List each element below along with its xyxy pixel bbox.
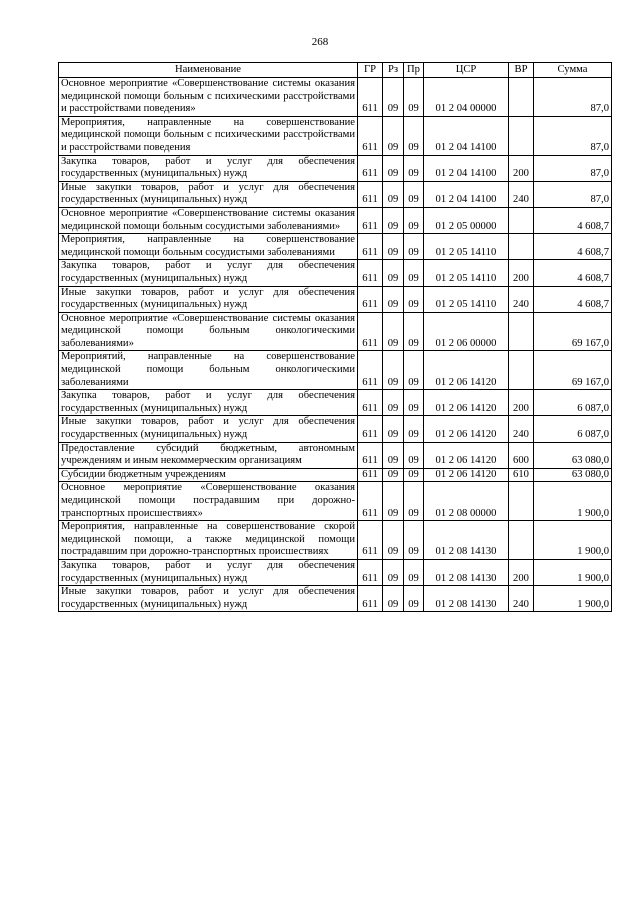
cell-csr: 01 2 08 14130 — [424, 559, 509, 585]
column-header-pr: Пр — [404, 63, 424, 78]
table-row — [59, 468, 612, 482]
cell-vr — [509, 351, 534, 390]
cell-sum: 63 080,0 — [534, 442, 612, 468]
cell-pr: 09 — [404, 482, 424, 521]
cell-csr: 01 2 05 14110 — [424, 234, 509, 260]
cell-csr: 01 2 05 14110 — [424, 286, 509, 312]
cell-pr: 09 — [404, 260, 424, 286]
cell-name: Иные закупки товаров, работ и услуг для обеспечения государственных (муниципальных) нужд — [59, 586, 358, 612]
cell-gr: 611 — [358, 286, 383, 312]
table-body — [59, 78, 612, 612]
cell-sum: 4 608,7 — [534, 260, 612, 286]
table-row — [59, 234, 612, 260]
cell-csr: 01 2 08 00000 — [424, 482, 509, 521]
table-row — [59, 260, 612, 286]
cell-rz: 09 — [383, 521, 404, 560]
cell-name: Предоставление субсидий бюджетным, автономным учреждениям и иным некоммерческим организациям — [59, 442, 358, 468]
cell-vr: 240 — [509, 181, 534, 207]
table-row — [59, 181, 612, 207]
cell-sum: 6 087,0 — [534, 416, 612, 442]
column-header-vr: ВР — [509, 63, 534, 78]
cell-name: Иные закупки товаров, работ и услуг для обеспечения государственных (муниципальных) нужд — [59, 286, 358, 312]
cell-vr — [509, 521, 534, 560]
cell-pr: 09 — [404, 286, 424, 312]
column-header-name: Наименование — [59, 63, 358, 78]
cell-gr: 611 — [358, 390, 383, 416]
table-row — [59, 116, 612, 155]
cell-sum: 1 900,0 — [534, 521, 612, 560]
cell-gr: 611 — [358, 260, 383, 286]
cell-csr: 01 2 04 14100 — [424, 181, 509, 207]
budget-table — [58, 62, 612, 612]
cell-csr: 01 2 06 14120 — [424, 390, 509, 416]
cell-pr: 09 — [404, 78, 424, 117]
cell-vr — [509, 116, 534, 155]
cell-pr: 09 — [404, 521, 424, 560]
cell-rz: 09 — [383, 416, 404, 442]
table-row — [59, 312, 612, 351]
cell-rz: 09 — [383, 482, 404, 521]
cell-name: Иные закупки товаров, работ и услуг для обеспечения государственных (муниципальных) нужд — [59, 416, 358, 442]
cell-csr: 01 2 05 14110 — [424, 260, 509, 286]
cell-name: Мероприятия, направленные на совершенствование медицинской помощи больным с психическими расстройствами и расстройствами поведения — [59, 116, 358, 155]
cell-gr: 611 — [358, 155, 383, 181]
cell-rz: 09 — [383, 234, 404, 260]
cell-gr: 611 — [358, 207, 383, 233]
cell-csr: 01 2 06 14120 — [424, 442, 509, 468]
cell-name: Основное мероприятие «Совершенствование системы оказания медицинской помощи больным онкологическими заболеваниями» — [59, 312, 358, 351]
cell-csr: 01 2 06 14120 — [424, 351, 509, 390]
cell-pr: 09 — [404, 351, 424, 390]
cell-pr: 09 — [404, 234, 424, 260]
cell-name: Закупка товаров, работ и услуг для обеспечения государственных (муниципальных) нужд — [59, 260, 358, 286]
cell-gr: 611 — [358, 468, 383, 482]
cell-gr: 611 — [358, 116, 383, 155]
cell-name: Основное мероприятие «Совершенствование системы оказания медицинской помощи больным с психическими расстройствами и расстройствами поведения» — [59, 78, 358, 117]
cell-rz: 09 — [383, 312, 404, 351]
cell-rz: 09 — [383, 468, 404, 482]
cell-gr: 611 — [358, 234, 383, 260]
cell-sum: 1 900,0 — [534, 559, 612, 585]
cell-name: Субсидии бюджетным учреждениям — [59, 468, 358, 482]
cell-vr: 200 — [509, 559, 534, 585]
cell-rz: 09 — [383, 559, 404, 585]
table-row — [59, 207, 612, 233]
cell-csr: 01 2 04 00000 — [424, 78, 509, 117]
page-number: 268 — [311, 36, 329, 48]
cell-sum: 87,0 — [534, 116, 612, 155]
cell-sum: 4 608,7 — [534, 207, 612, 233]
cell-pr: 09 — [404, 181, 424, 207]
cell-vr: 240 — [509, 586, 534, 612]
table-row — [59, 286, 612, 312]
table-row — [59, 559, 612, 585]
cell-rz: 09 — [383, 207, 404, 233]
cell-name: Закупка товаров, работ и услуг для обеспечения государственных (муниципальных) нужд — [59, 155, 358, 181]
cell-rz: 09 — [383, 286, 404, 312]
cell-name: Мероприятия, направленные на совершенствование медицинской помощи больным сосудистыми заболеваниями — [59, 234, 358, 260]
table-row — [59, 155, 612, 181]
cell-pr: 09 — [404, 155, 424, 181]
cell-sum: 87,0 — [534, 78, 612, 117]
cell-vr: 240 — [509, 286, 534, 312]
table-row — [59, 78, 612, 117]
cell-gr: 611 — [358, 416, 383, 442]
cell-sum: 4 608,7 — [534, 286, 612, 312]
table-row — [59, 416, 612, 442]
cell-name: Основное мероприятие «Совершенствование оказания медицинской помощи пострадавшим при дорожно-транспортных происшествиях» — [59, 482, 358, 521]
cell-sum: 69 167,0 — [534, 312, 612, 351]
table-row — [59, 521, 612, 560]
cell-vr: 610 — [509, 468, 534, 482]
cell-name: Мероприятия, направленные на совершенствование скорой медицинской помощи, а также медицинской помощи пострадавшим при дорожно-транспортных происшествиях — [59, 521, 358, 560]
cell-sum: 63 080,0 — [534, 468, 612, 482]
cell-vr — [509, 207, 534, 233]
cell-rz: 09 — [383, 351, 404, 390]
cell-gr: 611 — [358, 442, 383, 468]
cell-gr: 611 — [358, 78, 383, 117]
cell-vr: 600 — [509, 442, 534, 468]
cell-name: Закупка товаров, работ и услуг для обеспечения государственных (муниципальных) нужд — [59, 390, 358, 416]
cell-vr: 200 — [509, 155, 534, 181]
column-header-rz: Рз — [383, 63, 404, 78]
cell-name: Основное мероприятие «Совершенствование системы оказания медицинской помощи больным сосудистыми заболеваниями» — [59, 207, 358, 233]
cell-csr: 01 2 05 00000 — [424, 207, 509, 233]
cell-csr: 01 2 08 14130 — [424, 586, 509, 612]
cell-pr: 09 — [404, 390, 424, 416]
cell-pr: 09 — [404, 586, 424, 612]
cell-rz: 09 — [383, 442, 404, 468]
column-header-gr: ГР — [358, 63, 383, 78]
cell-rz: 09 — [383, 260, 404, 286]
table-row — [59, 586, 612, 612]
cell-sum: 87,0 — [534, 181, 612, 207]
cell-rz: 09 — [383, 116, 404, 155]
cell-rz: 09 — [383, 155, 404, 181]
cell-name: Иные закупки товаров, работ и услуг для обеспечения государственных (муниципальных) нужд — [59, 181, 358, 207]
cell-rz: 09 — [383, 390, 404, 416]
cell-sum: 87,0 — [534, 155, 612, 181]
table-row — [59, 351, 612, 390]
cell-csr: 01 2 04 14100 — [424, 116, 509, 155]
cell-gr: 611 — [358, 482, 383, 521]
cell-rz: 09 — [383, 181, 404, 207]
cell-vr: 240 — [509, 416, 534, 442]
cell-sum: 6 087,0 — [534, 390, 612, 416]
cell-sum: 4 608,7 — [534, 234, 612, 260]
cell-csr: 01 2 06 14120 — [424, 468, 509, 482]
cell-pr: 09 — [404, 312, 424, 351]
cell-gr: 611 — [358, 521, 383, 560]
cell-sum: 69 167,0 — [534, 351, 612, 390]
cell-pr: 09 — [404, 207, 424, 233]
cell-csr: 01 2 08 14130 — [424, 521, 509, 560]
cell-gr: 611 — [358, 181, 383, 207]
cell-vr: 200 — [509, 260, 534, 286]
cell-vr — [509, 312, 534, 351]
cell-gr: 611 — [358, 586, 383, 612]
cell-rz: 09 — [383, 78, 404, 117]
table-row — [59, 482, 612, 521]
cell-pr: 09 — [404, 442, 424, 468]
cell-pr: 09 — [404, 559, 424, 585]
cell-sum: 1 900,0 — [534, 586, 612, 612]
cell-csr: 01 2 06 00000 — [424, 312, 509, 351]
cell-gr: 611 — [358, 559, 383, 585]
column-header-sum: Сумма — [534, 63, 612, 78]
cell-gr: 611 — [358, 351, 383, 390]
cell-vr: 200 — [509, 390, 534, 416]
cell-vr — [509, 234, 534, 260]
cell-rz: 09 — [383, 586, 404, 612]
table-header-row — [59, 63, 612, 78]
cell-csr: 01 2 06 14120 — [424, 416, 509, 442]
cell-name: Закупка товаров, работ и услуг для обеспечения государственных (муниципальных) нужд — [59, 559, 358, 585]
table-row — [59, 390, 612, 416]
cell-pr: 09 — [404, 116, 424, 155]
column-header-csr: ЦСР — [424, 63, 509, 78]
cell-gr: 611 — [358, 312, 383, 351]
cell-pr: 09 — [404, 416, 424, 442]
table-row — [59, 442, 612, 468]
cell-pr: 09 — [404, 468, 424, 482]
cell-csr: 01 2 04 14100 — [424, 155, 509, 181]
cell-name: Мероприятий, направленные на совершенствование медицинской помощи больным онкологическими заболеваниями — [59, 351, 358, 390]
cell-vr — [509, 78, 534, 117]
cell-vr — [509, 482, 534, 521]
cell-sum: 1 900,0 — [534, 482, 612, 521]
